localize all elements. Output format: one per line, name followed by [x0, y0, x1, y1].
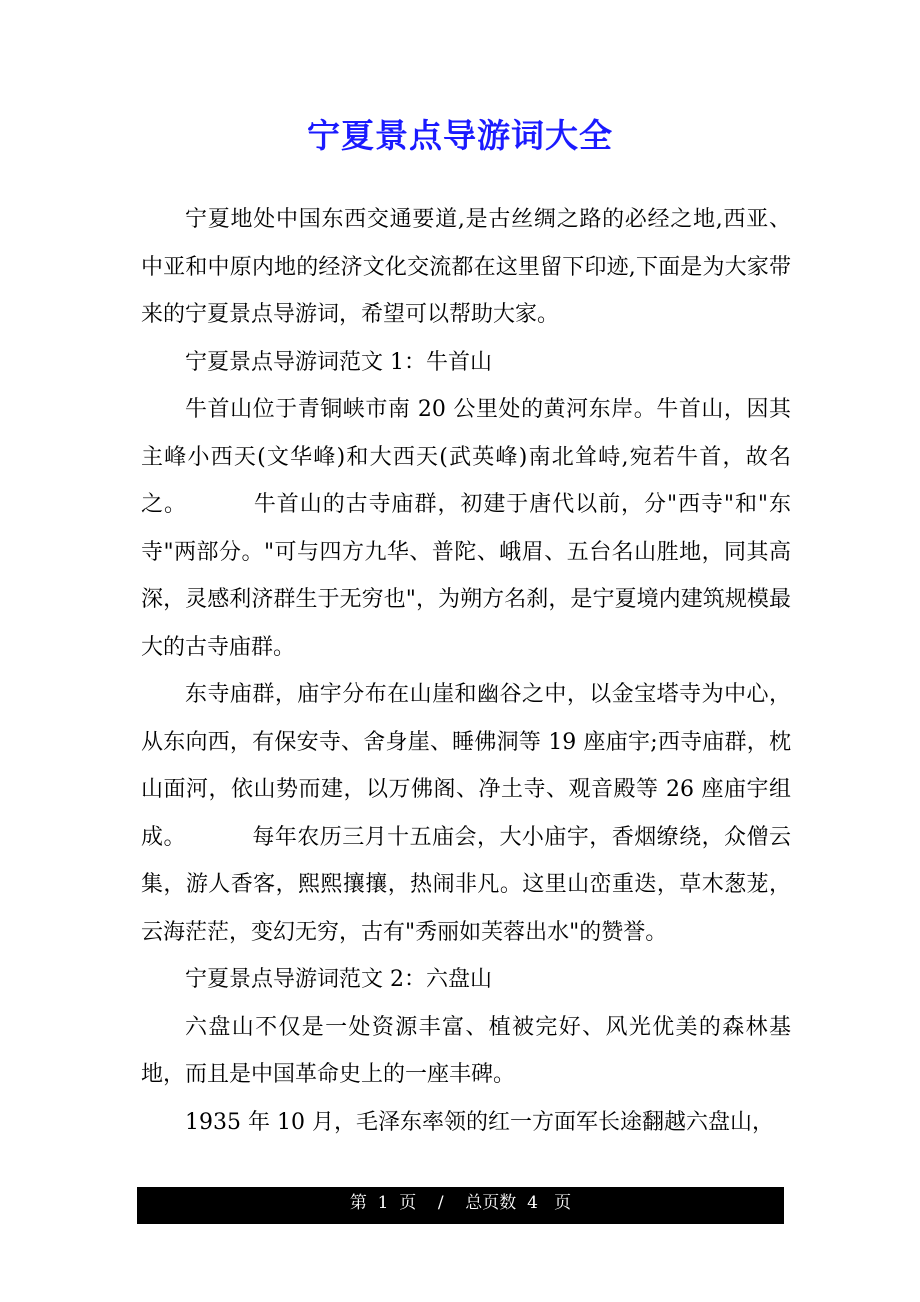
page-footer: [137, 1187, 784, 1224]
paragraph-niushoushan: [141, 386, 791, 671]
paragraph-liupanshan: 六盘山不仅是一处资源丰富、植被完好、风光优美的森林基地，而且是中国革命史上的一座丰碑。: [141, 1014, 791, 1087]
paragraph-niushoushan-part2: 牛首山的古寺庙群，初建于唐代以前，分"西寺"和"东寺"两部分。"可与四方九华、普陀、峨眉、五台名山胜地，同其高深，灵感利济群生于无穷也"，为朔方名刹，是宁夏境内建筑规模最大的古寺庙群。: [141, 492, 791, 660]
paragraph-dongsi-part2: 每年农历三月十五庙会，大小庙宇，香烟缭绕，众僧云集，游人香客，熙熙攘攘，热闹非凡。这里山峦重迭，草木葱茏，云海茫茫，变幻无穷，古有"秀丽如芙蓉出水"的赞誉。: [141, 824, 791, 945]
paragraph-intro: 宁夏地处中国东西交通要道,是古丝绸之路的必经之地,西亚、中亚和中原内地的经济文化交流都在这里留下印迹,下面是为大家带来的宁夏景点导游词，希望可以帮助大家。: [141, 207, 791, 327]
paragraph-dongsi-part1: 东寺庙群，庙宇分布在山崖和幽谷之中，以金宝塔寺为中心，从东向西，有保安寺、舍身崖、睡佛洞等 19 座庙宇;西寺庙群，枕山面河，依山势而建，以万佛阁、净土寺、观音殿等 26 座庙宇组成。: [141, 682, 791, 850]
document-body: [141, 196, 791, 1146]
paragraph-dongsi: [141, 671, 791, 956]
paragraph-niushoushan-part1: 牛首山位于青铜峡市南 20 公里处的黄河东岸。牛首山，因其主峰小西天(文华峰)和大西天(武英峰)南北耸峙,宛若牛首，故名之。: [141, 397, 791, 517]
paragraph-heading-2: 宁夏景点导游词范文 2：六盘山: [185, 967, 492, 992]
page-number-text: 第 1 页 / 总页数 4 页: [349, 1193, 572, 1213]
paragraph-1935: 1935 年 10 月，毛泽东率领的红一方面军长途翻越六盘山，: [185, 1109, 774, 1135]
paragraph-heading-1: 宁夏景点导游词范文 1：牛首山: [185, 349, 492, 375]
document-title: 宁夏景点导游词大全: [307, 116, 613, 155]
